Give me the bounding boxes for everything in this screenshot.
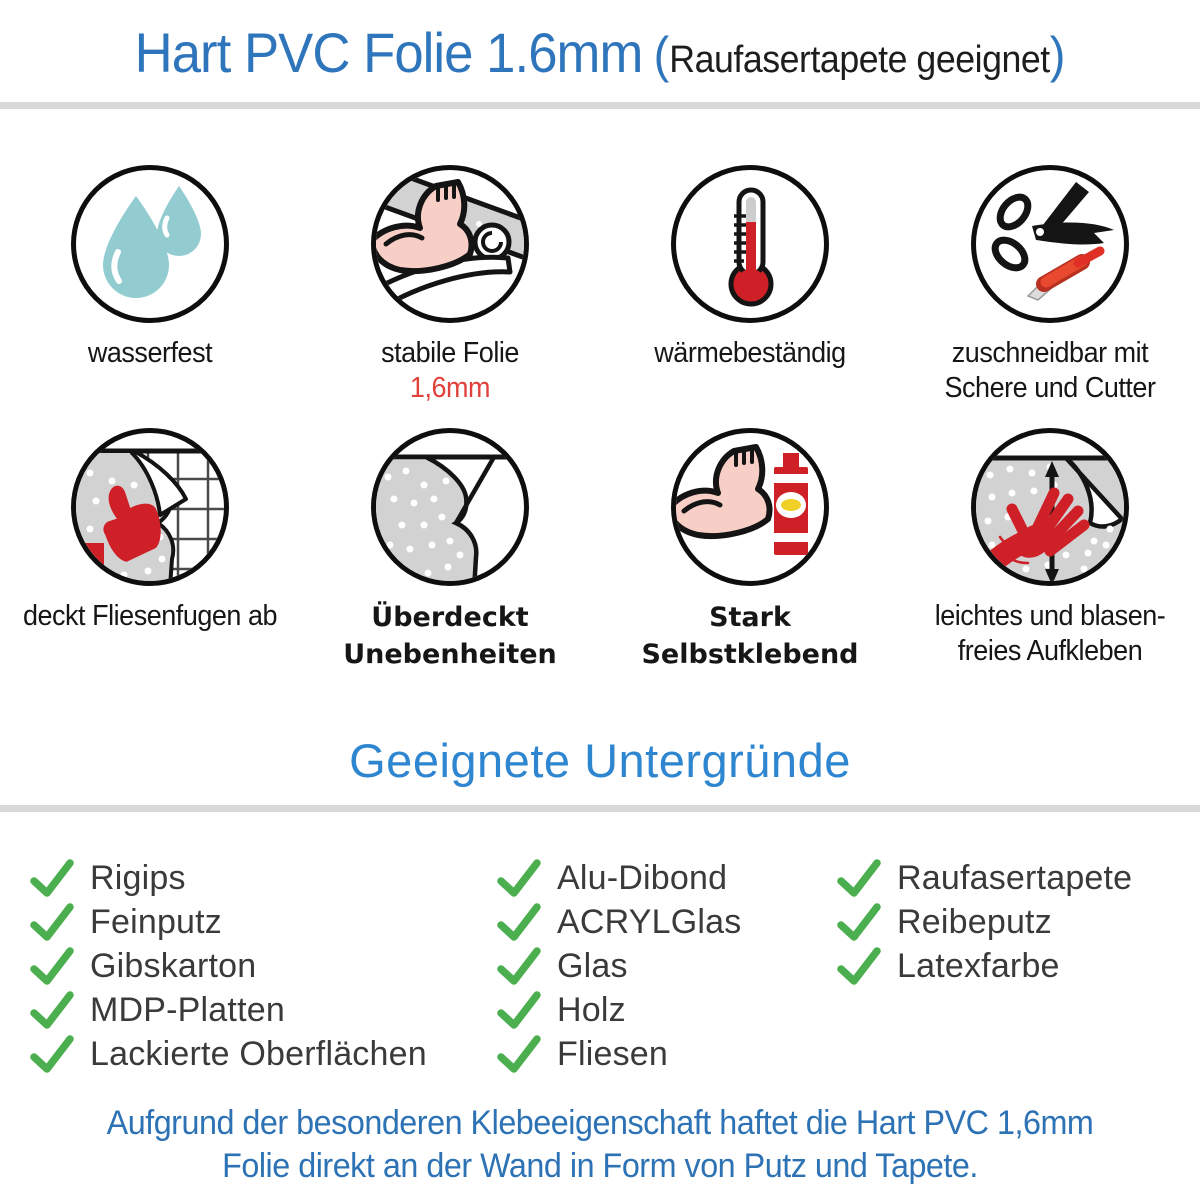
surface-item (497, 856, 741, 900)
muscle-foil-roll-icon (376, 170, 524, 318)
feature-label (311, 336, 590, 406)
thumb-up-tiles-icon (76, 433, 224, 581)
surface-item (837, 900, 1132, 944)
footer-line2: Folie direkt an der Wand in Form von Putz und Tapete. (222, 1147, 978, 1185)
feature-aufkleben (900, 428, 1200, 669)
footer-note (30, 1102, 1170, 1188)
divider (0, 102, 1200, 109)
feature-label (300, 599, 600, 673)
feature-label-line2: 1,6mm (409, 372, 491, 404)
surface-label: Alu-Dibond (557, 858, 728, 897)
icon-circle (971, 428, 1129, 586)
icon-circle (671, 165, 829, 323)
footer-line1: Aufgrund der besonderen Klebeeigenschaft haftet die Hart PVC 1,6mm (106, 1104, 1094, 1142)
hand-smoothing-foil-icon (976, 433, 1124, 581)
surface-label: Holz (557, 990, 626, 1029)
check-icon (30, 991, 74, 1029)
surface-label: Reibeputz (897, 902, 1052, 941)
feature-label-line2: freies Aufkleben (957, 635, 1143, 667)
title-subtitle: Raufasertapete geeignet (669, 39, 1050, 81)
feature-label-line1: leichtes und blasen- (934, 600, 1166, 632)
surface-label: ACRYLGlas (557, 902, 742, 941)
feature-fliesenfugen (0, 428, 300, 634)
thermometer-icon (676, 170, 824, 318)
check-icon (497, 1035, 541, 1073)
icon-circle (71, 165, 229, 323)
title-paren-close: ) (1049, 27, 1066, 83)
icon-circle (371, 165, 529, 323)
surface-item (497, 944, 741, 988)
feature-label-line2: Unebenheiten (343, 639, 557, 670)
check-icon (30, 903, 74, 941)
check-icon (30, 1035, 74, 1073)
surface-item (30, 944, 427, 988)
feature-label-line1: deckt Fliesenfugen ab (22, 600, 278, 632)
surfaces-column-3 (837, 856, 1132, 988)
check-icon (837, 903, 881, 941)
check-icon (497, 947, 541, 985)
surface-item (30, 900, 427, 944)
surface-label: Feinputz (90, 902, 223, 941)
feature-label (611, 336, 890, 371)
surface-item (30, 856, 427, 900)
surface-item (837, 856, 1132, 900)
page-title (36, 20, 1164, 85)
surface-label: Glas (557, 946, 628, 985)
title-main: Hart PVC Folie 1.6mm (134, 21, 643, 84)
feature-label-line1: Überdeckt (371, 602, 529, 633)
surface-item (837, 944, 1132, 988)
feature-wasserfest (0, 165, 300, 371)
feature-label (11, 336, 290, 371)
feature-label-line1: wärmebeständig (654, 337, 846, 369)
feature-label (600, 599, 900, 673)
check-icon (497, 859, 541, 897)
surface-label: Lackierte Oberflächen (90, 1034, 427, 1073)
surface-label: Latexfarbe (897, 946, 1060, 985)
surfaces-column-1 (30, 856, 427, 1076)
water-drops-icon (76, 170, 224, 318)
dotted-foil-fold-icon (376, 433, 524, 581)
feature-stabile-folie (300, 165, 600, 406)
scissors-cutter-icon (976, 170, 1124, 318)
surface-label: Fliesen (557, 1034, 669, 1073)
feature-ueberdeckt-unebenheiten (300, 428, 600, 673)
surface-label: Rigips (90, 858, 186, 897)
surfaces-column-2 (497, 856, 741, 1076)
surface-item (497, 1032, 741, 1076)
surface-item (497, 900, 741, 944)
check-icon (497, 903, 541, 941)
surfaces-heading: Geeignete Untergründe (349, 734, 851, 787)
divider (0, 805, 1200, 812)
check-icon (837, 859, 881, 897)
check-icon (30, 859, 74, 897)
feature-selbstklebend (600, 428, 900, 673)
feature-label (911, 336, 1190, 406)
icon-circle (671, 428, 829, 586)
surface-label: Gibskarton (90, 946, 257, 985)
surface-item (30, 988, 427, 1032)
feature-label-line1: wasserfest (87, 337, 213, 369)
icon-circle (371, 428, 529, 586)
check-icon (497, 991, 541, 1029)
feature-label (911, 599, 1190, 669)
feature-label (11, 599, 290, 634)
title-paren-open: ( (653, 27, 670, 83)
muscle-glue-tube-icon (676, 433, 824, 581)
surface-label: Raufasertapete (897, 858, 1133, 897)
feature-zuschneidbar (900, 165, 1200, 406)
feature-label-line1: Stark (709, 602, 791, 633)
feature-waermebestaendig (600, 165, 900, 371)
surface-item (497, 988, 741, 1032)
surface-item (30, 1032, 427, 1076)
icon-circle (71, 428, 229, 586)
feature-label-line1: stabile Folie (381, 337, 519, 369)
feature-label-line1: zuschneidbar mit (951, 337, 1149, 369)
feature-label-line2: Selbstklebend (641, 639, 859, 670)
surface-label: MDP-Platten (90, 990, 285, 1029)
feature-label-line2: Schere und Cutter (944, 372, 1156, 404)
check-icon (30, 947, 74, 985)
check-icon (837, 947, 881, 985)
icon-circle (971, 165, 1129, 323)
